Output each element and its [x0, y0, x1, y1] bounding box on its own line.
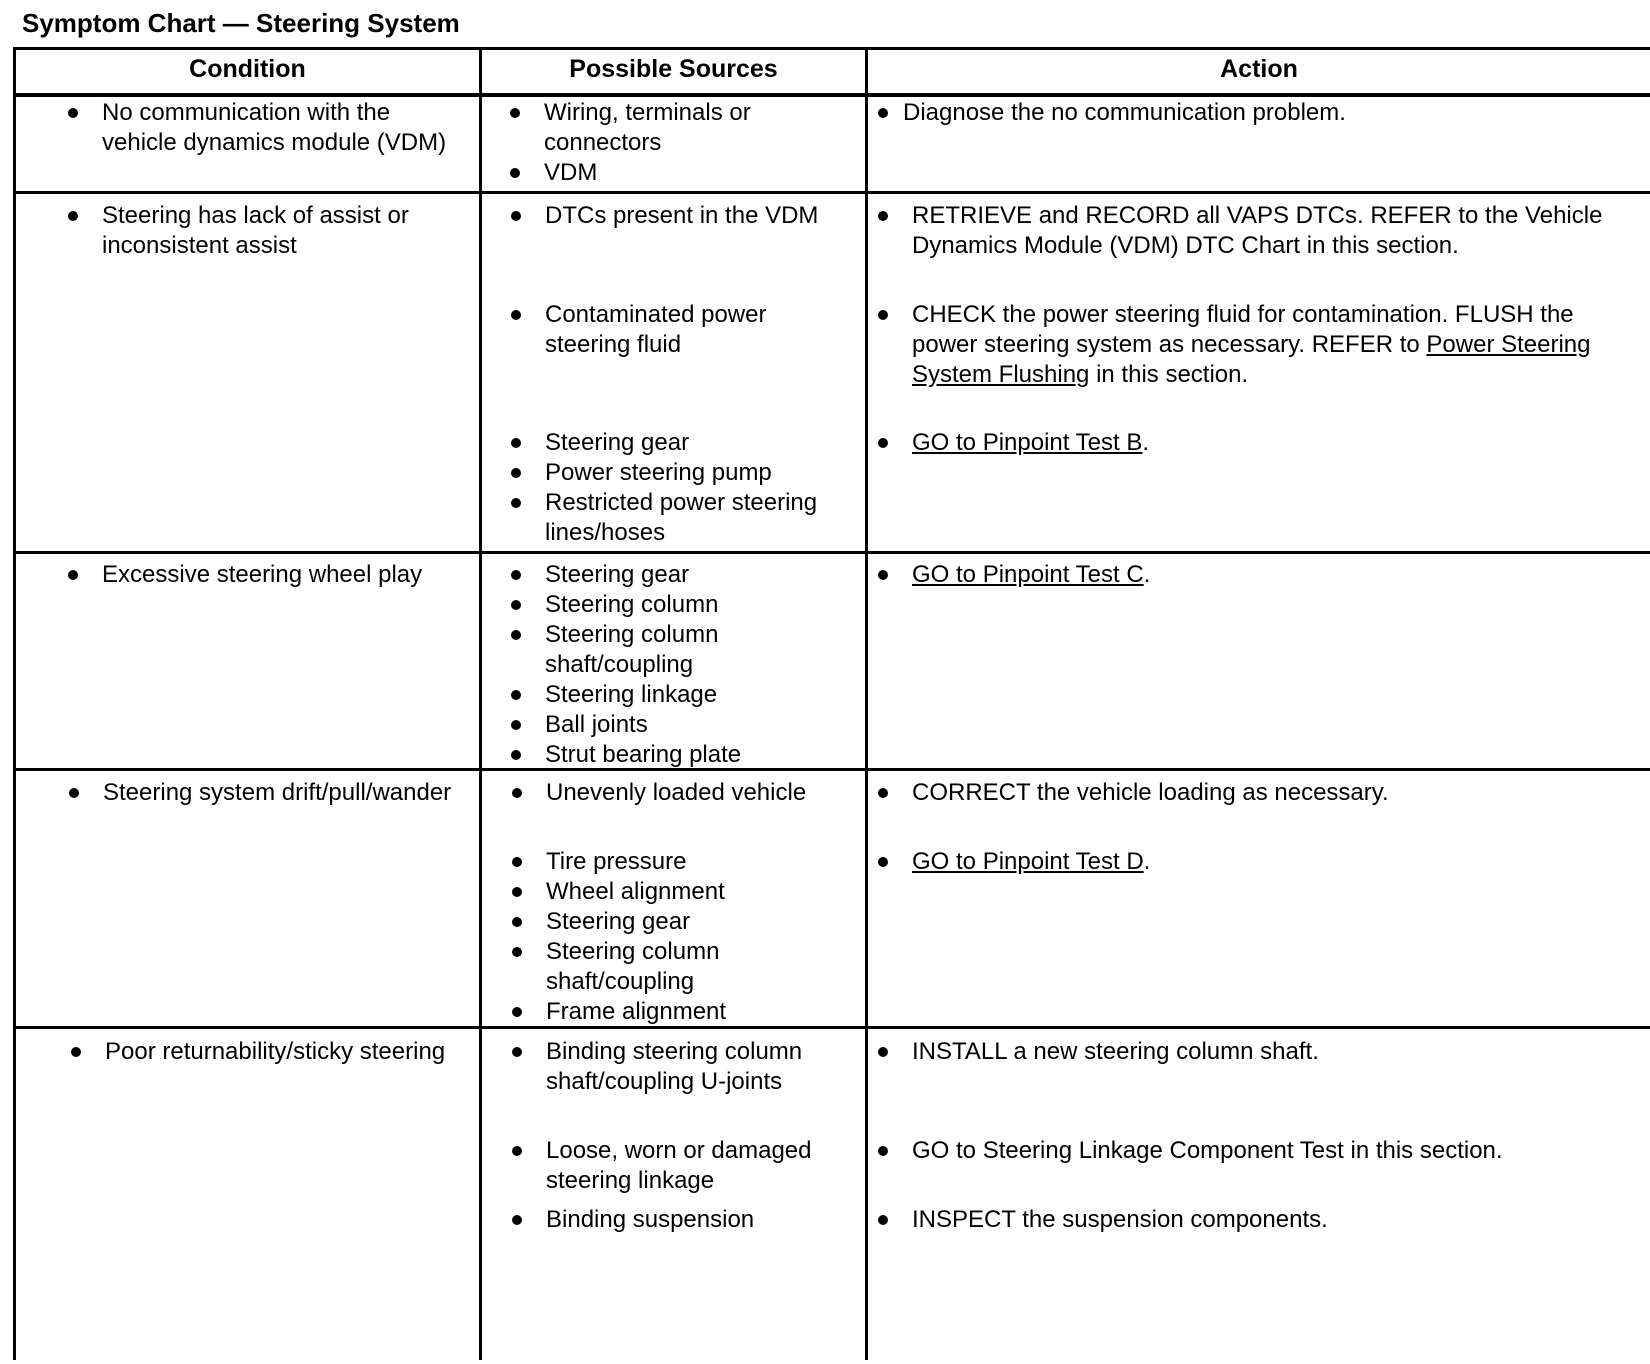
source-item: Steering gear [511, 560, 856, 590]
row-2-sources-group-1 [511, 201, 856, 231]
header-condition: Condition [189, 55, 306, 83]
source-item: VDM [510, 158, 855, 188]
source-item: Power steering pump [511, 458, 856, 488]
row-5-action-3 [878, 1205, 1643, 1235]
action-item: Diagnose the no communication problem. [878, 98, 1643, 128]
row-1-condition [68, 98, 468, 158]
row-1-action [878, 98, 1643, 128]
row-4-action-1 [878, 778, 1643, 808]
row-divider [13, 551, 1650, 554]
chart-title: Symptom Chart — Steering System [22, 8, 460, 38]
row-3-action [878, 560, 1643, 590]
pinpoint-test-b-link[interactable]: GO to Pinpoint Test B [912, 429, 1143, 456]
column-rule-sources [479, 47, 482, 1360]
source-item: Tire pressure [512, 847, 857, 877]
condition-text: Steering system drift/pull/wander [69, 778, 469, 808]
row-5-condition [71, 1037, 471, 1067]
source-item: Loose, worn or damaged steering linkage [512, 1136, 857, 1196]
row-5-action-1 [878, 1037, 1643, 1067]
action-item: GO to Pinpoint Test D. [878, 847, 1643, 877]
header-possible-sources: Possible Sources [569, 55, 778, 83]
symptom-table [13, 47, 1650, 1360]
source-item: Wiring, terminals or connectors [510, 98, 855, 158]
source-item: Binding steering column shaft/coupling U-joints [512, 1037, 857, 1097]
row-5-sources-group-1 [512, 1037, 857, 1097]
header-rule [13, 93, 1650, 97]
source-item: Steering linkage [511, 680, 856, 710]
source-item: Steering gear [511, 428, 856, 458]
source-item: Contaminated power steering fluid [511, 300, 856, 360]
row-divider [13, 191, 1650, 194]
source-item: Restricted power steering lines/hoses [511, 488, 856, 548]
row-4-sources-group-1 [512, 778, 857, 808]
row-2-action-1 [878, 201, 1643, 261]
source-item: Frame alignment [512, 997, 857, 1027]
row-4-sources-group-2 [512, 847, 857, 1027]
header-action: Action [1220, 55, 1298, 83]
source-item: Binding suspension [512, 1205, 857, 1235]
action-item: GO to Pinpoint Test B. [878, 428, 1643, 458]
row-1-sources [510, 98, 855, 188]
condition-text: Excessive steering wheel play [68, 560, 468, 590]
source-item: Wheel alignment [512, 877, 857, 907]
row-5-action-2 [878, 1136, 1648, 1166]
row-4-condition [69, 778, 469, 808]
condition-text: Steering has lack of assist or inconsistent assist [68, 201, 468, 261]
row-5-sources-group-3 [512, 1205, 857, 1235]
action-item: GO to Pinpoint Test C. [878, 560, 1643, 590]
row-2-condition [68, 201, 468, 261]
row-3-condition [68, 560, 468, 590]
source-item: Steering column [511, 590, 856, 620]
row-2-sources-group-2 [511, 300, 856, 360]
pinpoint-test-d-link[interactable]: GO to Pinpoint Test D [912, 848, 1144, 875]
row-2-action-2 [878, 300, 1643, 390]
row-4-action-2 [878, 847, 1643, 877]
action-item: INSTALL a new steering column shaft. [878, 1037, 1643, 1067]
action-item: INSPECT the suspension components. [878, 1205, 1643, 1235]
condition-text: No communication with the vehicle dynamics module (VDM) [68, 98, 468, 158]
condition-text: Poor returnability/sticky steering [71, 1037, 471, 1067]
action-item: CORRECT the vehicle loading as necessary. [878, 778, 1643, 808]
column-rule-action [865, 47, 868, 1360]
action-item: RETRIEVE and RECORD all VAPS DTCs. REFER to the Vehicle Dynamics Module (VDM) DTC Chart in this section. [878, 201, 1643, 261]
source-item: Steering column shaft/coupling [511, 620, 856, 680]
table-top-rule [13, 47, 1650, 50]
source-item: Unevenly loaded vehicle [512, 778, 857, 808]
row-2-sources-group-3 [511, 428, 856, 548]
column-rule-left [13, 47, 16, 1360]
row-2-action-3 [878, 428, 1643, 458]
source-item: DTCs present in the VDM [511, 201, 856, 231]
source-item: Steering gear [512, 907, 857, 937]
source-item: Strut bearing plate [511, 740, 856, 770]
row-5-sources-group-2 [512, 1136, 857, 1196]
source-item: Ball joints [511, 710, 856, 740]
action-item: CHECK the power steering fluid for contamination. FLUSH the power steering system as necessary. REFER to Power Steering System Flushing in this section. [878, 300, 1643, 390]
row-3-sources [511, 560, 856, 770]
action-item: GO to Steering Linkage Component Test in this section. [878, 1136, 1648, 1166]
flushing-link[interactable]: Power Steering System Flushing [912, 331, 1591, 388]
source-item: Steering column shaft/coupling [512, 937, 857, 997]
pinpoint-test-c-link[interactable]: GO to Pinpoint Test C [912, 561, 1144, 588]
